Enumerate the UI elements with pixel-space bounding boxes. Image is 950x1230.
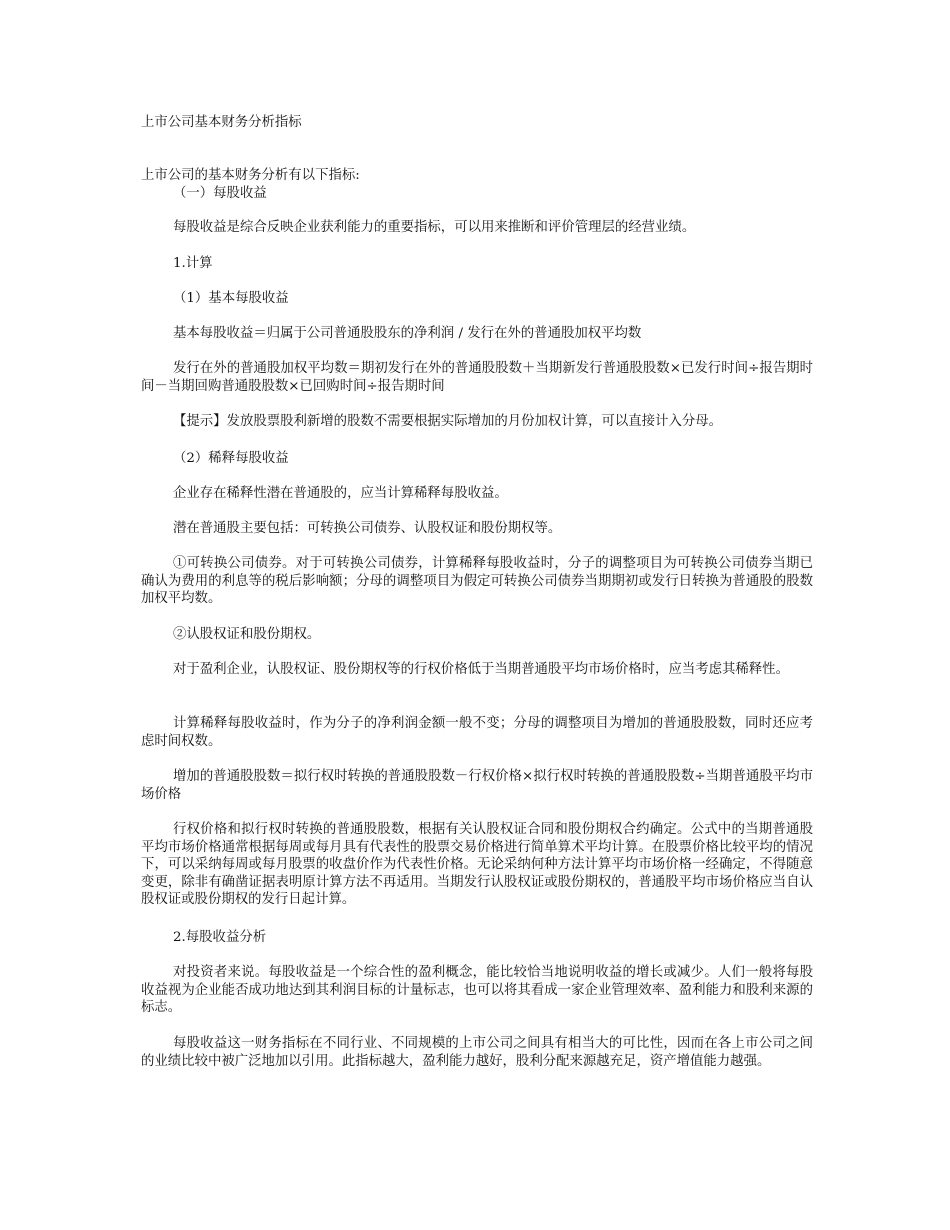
subheading-diluted-eps: （2）稀释每股收益: [173, 451, 289, 466]
subheading-calculation: 1.计算: [173, 256, 213, 271]
paragraph-convertible-bonds: ①可转换公司债券。对于可转换公司债券，计算稀释每股收益时，分子的调整项目为可转换公司债券当期已确认为费用的利息等的税后影响额；分母的调整项目为假定可转换公司债券当期期初或发行日转换为普通股的股数加权平均数。: [141, 556, 813, 607]
paragraph-exercise-price: 行权价格和拟行权时转换的普通股股数，根据有关认股权证合同和股份期权合约确定。公式中的当期普通股平均市场价格通常根据每周或每月具有代表性的股票交易价格进行简单算术平均计算。在股票价格比较平均的情况下，可以采纳每周或每月股票的收盘价作为代表性价格。无论采纳何种方法计算平均市场价格一经确定，不得随意变更，除非有确凿证据表明原计算方法不再适用。当期发行认股权证或股份期权的，普通股平均市场价格应当自认股权证或股份期权的发行日起计算。: [141, 822, 813, 908]
section-heading-eps: （一）每股收益: [173, 186, 267, 201]
paragraph: 企业存在稀释性潜在普通股的，应当计算稀释每股收益。: [173, 486, 508, 501]
paragraph: 对于盈利企业，认股权证、股份期权等的行权价格低于当期普通股平均市场价格时，应当考虑其稀释性。: [173, 662, 789, 677]
paragraph-comparability: 每股收益这一财务指标在不同行业、不同规模的上市公司之间具有相当大的可比性，因而在各上市公司之间的业绩比较中被广泛地加以引用。此指标越大，盈利能力越好，股利分配来源越充足，资产增值能力越强。: [141, 1036, 813, 1069]
tip-text: 【提示】发放股票股利新增的股数不需要根据实际增加的月份加权计算，可以直接计入分母。: [173, 414, 723, 429]
formula-basic-eps: 基本每股收益＝归属于公司普通股股东的净利润 / 发行在外的普通股加权平均数: [173, 326, 642, 341]
paragraph-warrants-options: ②认股权证和股份期权。: [173, 627, 321, 642]
subheading-basic-eps: （1）基本每股收益: [173, 291, 289, 306]
document-title: 上市公司基本财务分析指标: [141, 115, 302, 130]
paragraph: 计算稀释每股收益时，作为分子的净利润金额一般不变；分母的调整项目为增加的普通股股数，同时还应考虑时间权数。: [141, 716, 813, 749]
paragraph-investors: 对投资者来说。每股收益是一个综合性的盈利概念，能比较恰当地说明收益的增长或减少。人们一般将每股收益视为企业能否成功地达到其利润目标的计量标志，也可以将其看成一家企业管理效率、盈利能力和股利来源的标志。: [141, 965, 813, 1016]
formula-additional-shares: 增加的普通股股数＝拟行权时转换的普通股股数－行权价格×拟行权时转换的普通股股数÷当期普通股平均市场价格: [141, 769, 813, 802]
paragraph: 潜在普通股主要包括：可转换公司债券、认股权证和股份期权等。: [173, 521, 562, 536]
subheading-eps-analysis: 2.每股收益分析: [173, 930, 267, 945]
formula-weighted-shares: 发行在外的普通股加权平均数＝期初发行在外的普通股股数＋当期新发行普通股股数×已发行时间÷报告期时间－当期回购普通股股数×已回购时间÷报告期时间: [141, 361, 813, 394]
intro-text: 上市公司的基本财务分析有以下指标:: [141, 168, 360, 183]
paragraph: 每股收益是综合反映企业获利能力的重要指标，可以用来推断和评价管理层的经营业绩。: [173, 220, 696, 235]
